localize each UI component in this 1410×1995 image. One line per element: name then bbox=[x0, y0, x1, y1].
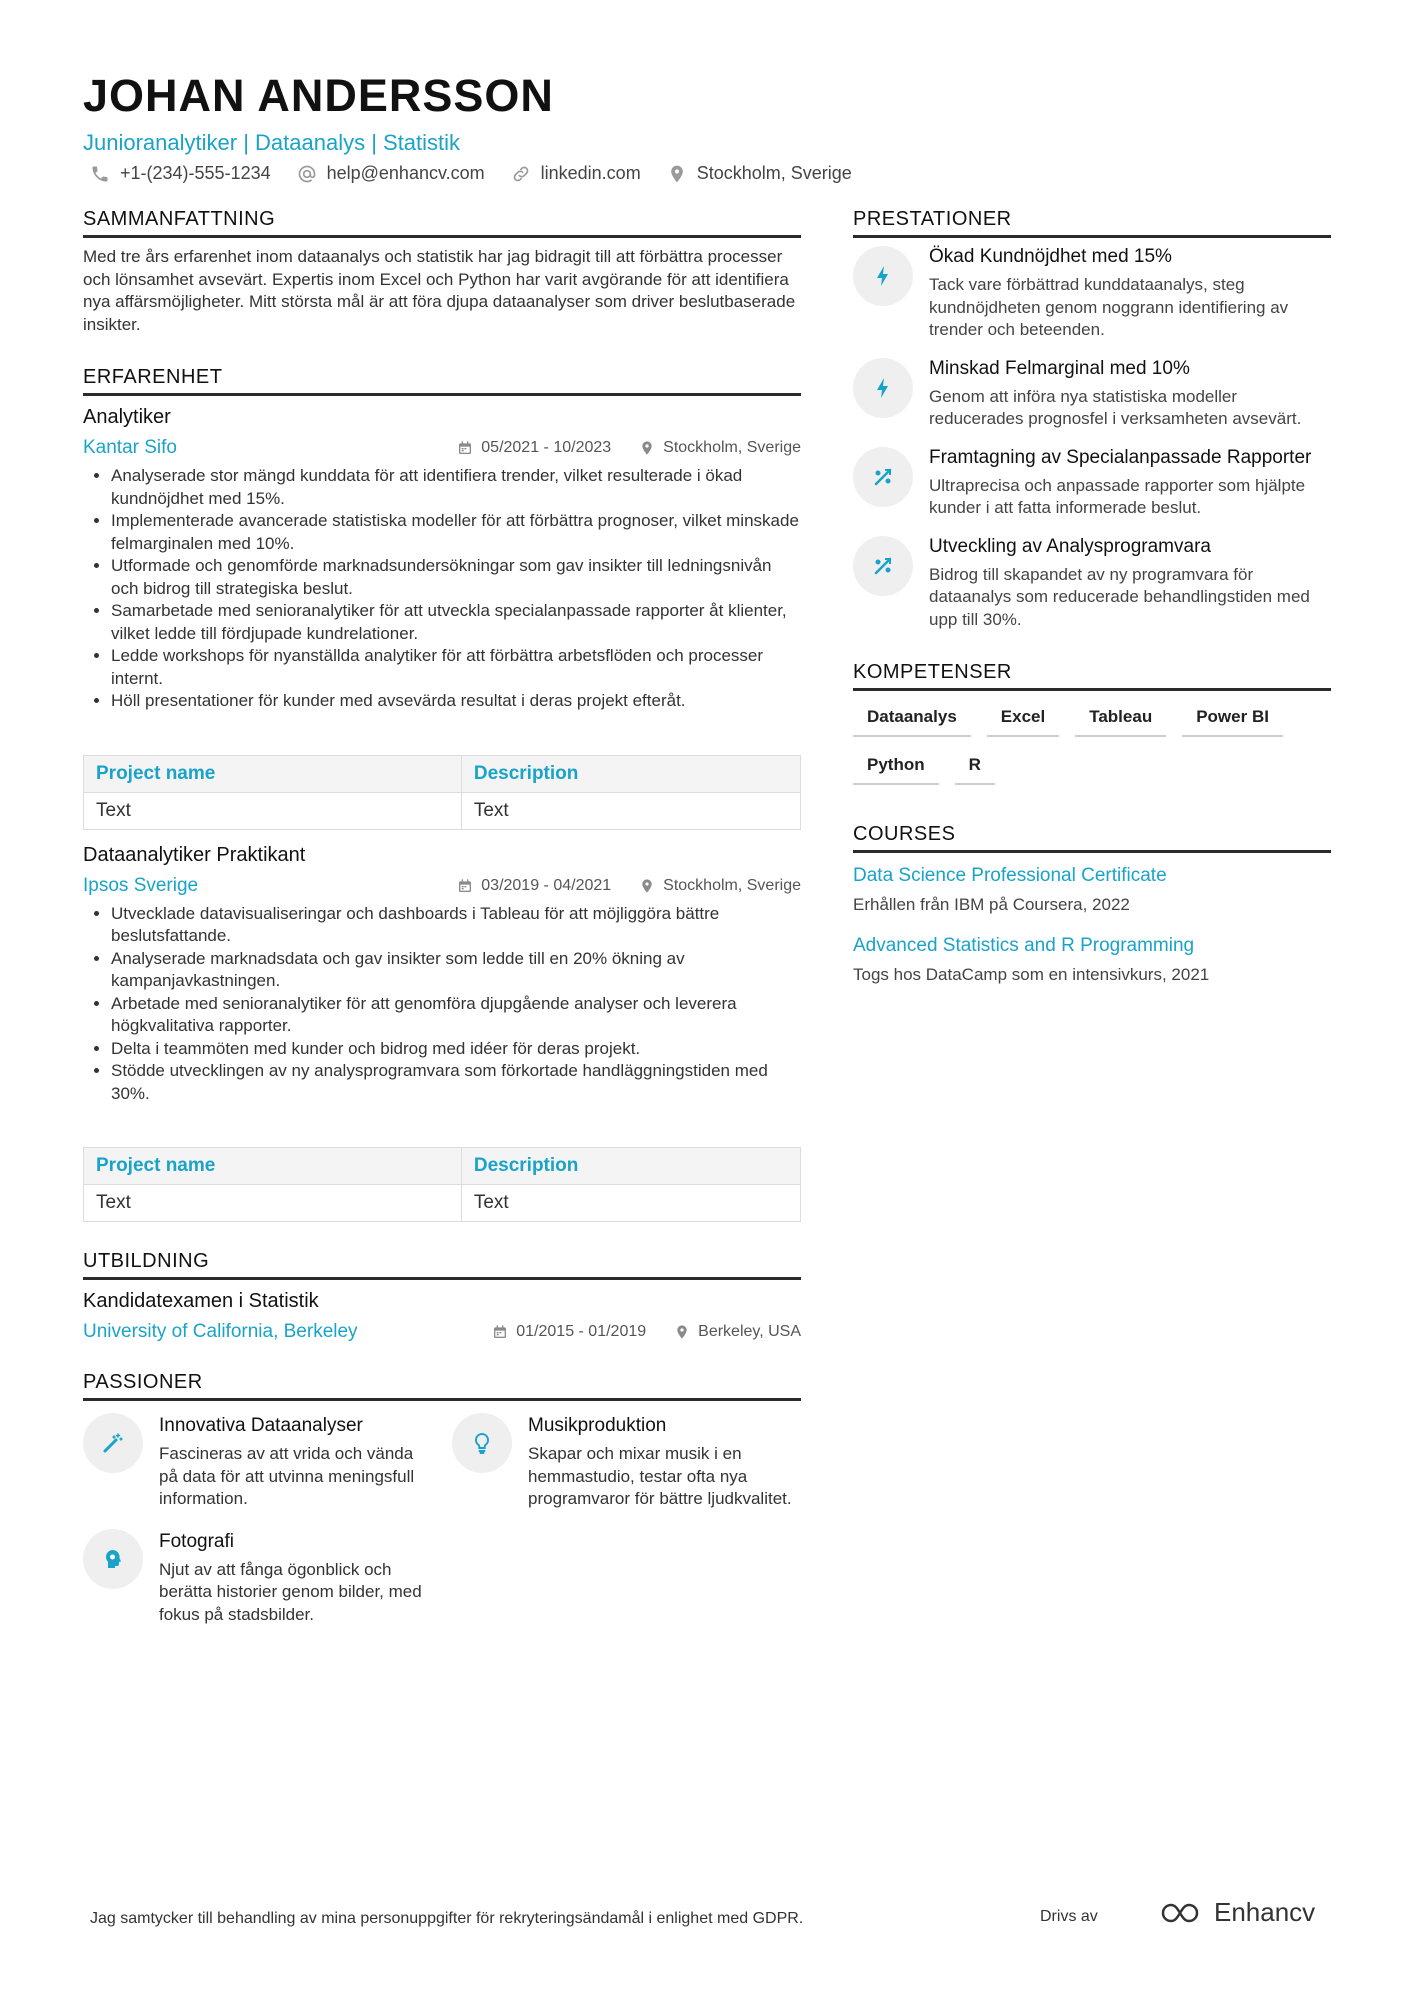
education-location: Berkeley, USA bbox=[698, 1323, 801, 1340]
contact-bar bbox=[90, 163, 852, 184]
passion-desc: Njut av att fånga ögonblick och berätta historier genom bilder, med fokus på stadsbilder. bbox=[159, 1559, 422, 1624]
achievement-item bbox=[853, 246, 1331, 342]
education-dates: 01/2015 - 01/2019 bbox=[516, 1323, 647, 1340]
passions-section bbox=[83, 1371, 801, 1626]
phone-icon bbox=[90, 164, 110, 184]
skill-tag: Power BI bbox=[1182, 707, 1283, 737]
skill-tag: Dataanalys bbox=[853, 707, 971, 737]
skill-tag: Python bbox=[853, 755, 939, 785]
location-icon bbox=[639, 878, 655, 894]
calendar-icon bbox=[457, 440, 473, 456]
table-header-description: Description bbox=[461, 755, 800, 792]
table-row bbox=[84, 1185, 801, 1222]
contact-email[interactable] bbox=[297, 163, 485, 184]
at-icon bbox=[297, 164, 317, 184]
education-heading: UTBILDNING bbox=[83, 1250, 801, 1280]
powered-by-label: Drivs av bbox=[1040, 1908, 1098, 1925]
achievement-desc: Bidrog till skapandet av ny programvara för dataanalys som reducerade behandlingstiden med upp till 30%. bbox=[929, 564, 1310, 629]
project-table bbox=[83, 1147, 801, 1222]
courses-section bbox=[853, 823, 1331, 985]
job-title: Analytiker bbox=[83, 406, 171, 428]
summary-section bbox=[83, 208, 801, 336]
table-row bbox=[84, 792, 801, 829]
table-cell: Text bbox=[461, 1185, 800, 1222]
passion-title: Innovativa Dataanalyser bbox=[159, 1415, 363, 1436]
company-name: Ipsos Sverige bbox=[83, 874, 199, 896]
achievement-title: Ökad Kundnöjdhet med 15% bbox=[929, 246, 1172, 267]
job-location: Stockholm, Sverige bbox=[663, 876, 801, 894]
passion-title: Fotografi bbox=[159, 1530, 234, 1552]
degree-title: Kandidatexamen i Statistik bbox=[83, 1290, 319, 1312]
bullet-item: • Analyserade stor mängd kunddata för att identifiera trender, vilket resulterade i ökad kundnöjdhet med 15%. bbox=[111, 465, 801, 510]
achievement-item bbox=[853, 536, 1331, 632]
candidate-title: Junioranalytiker | Dataanalys | Statistik bbox=[83, 130, 461, 155]
achievement-title: Minskad Felmarginal med 10% bbox=[929, 357, 1190, 379]
achievement-desc: Genom att införa nya statistiska modeller reducerades prognosfel i verksamheten avsevärt. bbox=[929, 386, 1302, 428]
achievement-desc: Ultraprecisa och anpassade rapporter som hjälpte kunder i att fatta informerade beslut. bbox=[929, 475, 1306, 517]
course-title: Advanced Statistics and R Programming bbox=[853, 935, 1195, 956]
table-header-description: Description bbox=[461, 1148, 800, 1185]
calendar-icon bbox=[492, 1324, 508, 1340]
achievement-title: Framtagning av Specialanpassade Rapporter bbox=[929, 446, 1312, 468]
job-entry bbox=[83, 844, 801, 1223]
table-cell: Text bbox=[84, 1185, 462, 1222]
bullet-item: • Ledde workshops för nyanställda analytiker för att förbättra arbetsflöden och processer internt. bbox=[111, 645, 801, 690]
summary-heading: SAMMANFATTNING bbox=[83, 208, 801, 238]
location-icon bbox=[639, 440, 655, 456]
bullet-item: • Samarbetade med senioranalytiker för att utveckla specialanpassade rapporter åt klienter, vilket ledde till fördjupade kundrelationer. bbox=[111, 600, 801, 645]
education-section bbox=[83, 1250, 801, 1343]
skills-section bbox=[853, 661, 1331, 785]
course-title: Data Science Professional Certificate bbox=[853, 865, 1167, 886]
school-name: University of California, Berkeley bbox=[83, 1321, 358, 1342]
chart-tool-icon bbox=[871, 465, 895, 489]
bullet-item: • Stödde utvecklingen av ny analysprogramvara som förkortade handläggningstiden med 30%. bbox=[111, 1060, 801, 1105]
job-dates: 03/2019 - 04/2021 bbox=[481, 876, 612, 894]
head-brain-icon bbox=[101, 1547, 125, 1571]
passion-desc: Fascineras av att vrida och vända på data för att utvinna meningsfull information. bbox=[159, 1444, 415, 1508]
bullet-item: • Höll presentationer för kunder med avsevärda resultat i deras projekt efteråt. bbox=[111, 690, 801, 713]
linkedin-text: linkedin.com bbox=[540, 163, 641, 183]
brand-name: Enhancv bbox=[1214, 1897, 1316, 1927]
course-desc: Erhållen från IBM på Coursera, 2022 bbox=[853, 895, 1130, 914]
location-icon bbox=[674, 1324, 690, 1340]
passion-item bbox=[83, 1529, 432, 1627]
right-column bbox=[853, 208, 1331, 985]
passion-item bbox=[83, 1413, 432, 1511]
achievement-item bbox=[853, 447, 1331, 520]
enhancv-logo-icon bbox=[1160, 1900, 1206, 1926]
bullet-item: • Utvecklade datavisualiseringar och dashboards i Tableau för att möjliggöra bättre beslutsfattande. bbox=[111, 903, 801, 948]
project-table bbox=[83, 755, 801, 830]
job-entry bbox=[83, 406, 801, 830]
location-text: Stockholm, Sverige bbox=[696, 163, 852, 183]
table-header-project: Project name bbox=[84, 755, 462, 792]
skill-tag: Tableau bbox=[1075, 707, 1166, 737]
achievements-heading: PRESTATIONER bbox=[853, 208, 1331, 238]
bullet-item: • Analyserade marknadsdata och gav insikter som ledde till en 20% ökning av kampanjavkastningen. bbox=[111, 948, 801, 993]
job-bullets bbox=[83, 465, 801, 713]
skill-tag: R bbox=[955, 755, 995, 785]
contact-phone[interactable] bbox=[90, 163, 271, 184]
candidate-name: JOHAN ANDERSSON bbox=[83, 70, 554, 121]
bullet-item: • Arbetade med senioranalytiker för att genomföra djupgående analyser och leverera högkvalitativa rapporter. bbox=[111, 993, 801, 1038]
achievements-section bbox=[853, 208, 1331, 631]
achievement-desc: Tack vare förbättrad kunddataanalys, steg kundnöjdheten genom noggrann identifiering av trender och beteenden. bbox=[929, 275, 1289, 339]
bullet-item: • Delta i teammöten med kunder och bidrog med idéer för deras projekt. bbox=[111, 1038, 801, 1061]
table-cell: Text bbox=[84, 792, 462, 829]
passions-heading: PASSIONER bbox=[83, 1371, 801, 1401]
bullet-item: • Implementerade avancerade statistiska modeller för att förbättra prognoser, vilket minskade felmarginalen med 10%. bbox=[111, 510, 801, 555]
skill-tag: Excel bbox=[987, 707, 1059, 737]
gdpr-consent: Jag samtycker till behandling av mina personuppgifter för rekryteringsändamål i enlighet med GDPR. bbox=[90, 1910, 804, 1927]
email-text: help@enhancv.com bbox=[326, 163, 485, 183]
job-dates: 05/2021 - 10/2023 bbox=[481, 439, 612, 456]
summary-text: Med tre års erfarenhet inom dataanalys och statistik har jag bidragit till att förbättra processer och lönsamhet avsevärt. Expertis inom Excel och Python har varit avgörande för att identifiera nya affärsmöjligheter. Mitt största mål är att föra djupa dataanalyser som driver beslutbaserade insikter. bbox=[83, 247, 796, 334]
achievement-item bbox=[853, 358, 1331, 431]
company-name: Kantar Sifo bbox=[83, 437, 177, 458]
table-cell: Text bbox=[461, 792, 800, 829]
lightbulb-icon bbox=[470, 1431, 494, 1455]
bullet-item: • Utformade och genomförde marknadsundersökningar som gav insikter till ledningsnivån och bidrog till strategiska beslut. bbox=[111, 555, 801, 600]
table-header-project: Project name bbox=[84, 1148, 462, 1185]
passion-desc: Skapar och mixar musik i en hemmastudio, testar ofta nya programvaror för bättre ljudkvalitet. bbox=[528, 1444, 792, 1508]
course-desc: Togs hos DataCamp som en intensivkurs, 2021 bbox=[853, 965, 1210, 984]
lightning-icon bbox=[871, 264, 895, 288]
lightning-icon bbox=[871, 376, 895, 400]
brand-logo[interactable] bbox=[1160, 1897, 1315, 1928]
left-column bbox=[83, 208, 801, 1626]
link-icon bbox=[511, 164, 531, 184]
job-bullets bbox=[83, 903, 801, 1106]
passion-item bbox=[452, 1413, 801, 1511]
job-location: Stockholm, Sverige bbox=[663, 439, 801, 456]
job-title: Dataanalytiker Praktikant bbox=[83, 843, 306, 866]
achievement-title: Utveckling av Analysprogramvara bbox=[929, 535, 1211, 557]
location-icon bbox=[667, 164, 687, 184]
experience-section bbox=[83, 366, 801, 1222]
magic-wand-icon bbox=[101, 1431, 125, 1455]
skills-heading: KOMPETENSER bbox=[853, 661, 1331, 691]
chart-tool-icon bbox=[871, 554, 895, 578]
phone-text: +1-(234)-555-1234 bbox=[120, 163, 271, 183]
courses-heading: COURSES bbox=[853, 823, 1331, 853]
contact-location bbox=[667, 163, 852, 184]
calendar-icon bbox=[457, 878, 473, 894]
experience-heading: ERFARENHET bbox=[83, 366, 801, 396]
contact-linkedin[interactable] bbox=[511, 163, 641, 184]
passion-title: Musikproduktion bbox=[528, 1415, 667, 1436]
